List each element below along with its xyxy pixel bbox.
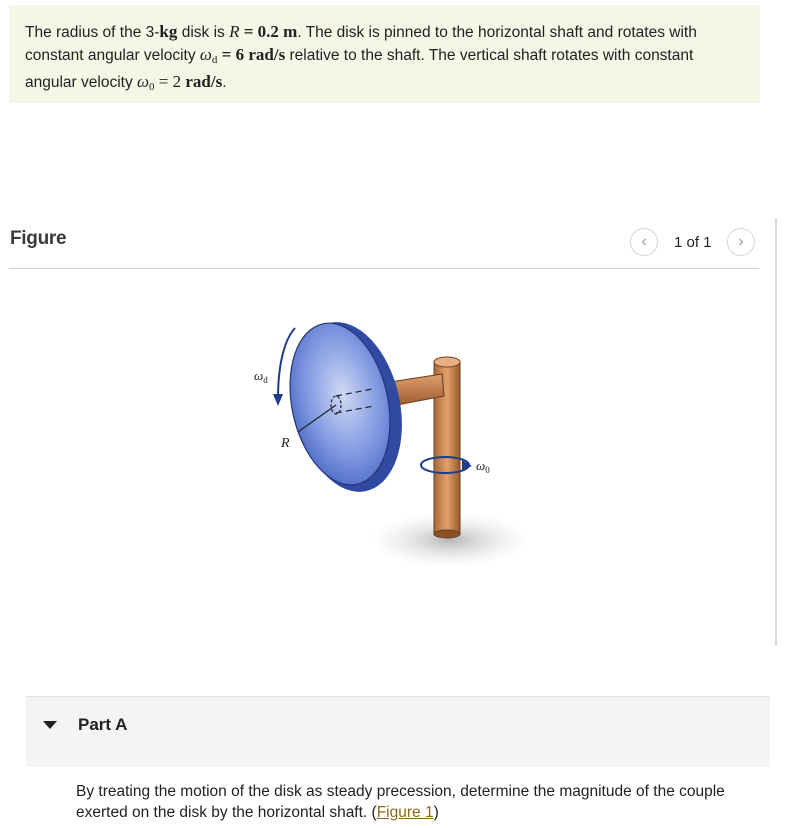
omega-d-value: = 6 rad/s bbox=[217, 45, 286, 64]
omega-0-symbol: ω bbox=[137, 72, 150, 91]
figure-header bbox=[9, 222, 759, 269]
chevron-right-icon: › bbox=[738, 233, 744, 250]
part-a-title: Part A bbox=[78, 715, 128, 734]
figure-page-count: 1 of 1 bbox=[674, 234, 712, 251]
figure-next-button[interactable] bbox=[727, 228, 755, 256]
part-a-question: By treating the motion of the disk as steady precession, determine the magnitude of the couple exerted on the disk by the horizontal shaft. (Figure 1) bbox=[76, 783, 725, 821]
problem-statement: The radius of the 3-kg disk is R = 0.2 m. The disk is pinned to the horizontal shaft and rotates with constant angular velocity $\omega_d = 6$ rad/s relative to the shaft. The vertical shaft rotates with constant angular velocity $\omega_0 = 2$ rad/s. bbox=[9, 5, 760, 103]
figure-link[interactable]: Figure 1 bbox=[376, 804, 434, 821]
part-a-header[interactable] bbox=[26, 697, 770, 767]
figure-title: Figure bbox=[10, 228, 67, 249]
panel-divider bbox=[775, 218, 777, 646]
omega-d-label: $\omega_d$ bbox=[254, 368, 268, 385]
omega-0-label: $\omega_0$ bbox=[476, 458, 490, 475]
mass-unit: kg bbox=[159, 22, 178, 41]
radius-symbol: R bbox=[229, 22, 240, 41]
caret-down-icon[interactable] bbox=[43, 721, 57, 729]
radius-label: R bbox=[281, 436, 290, 451]
radius-value: = 0.2 m bbox=[239, 22, 298, 41]
figure-illustration bbox=[240, 310, 540, 580]
omega-0-unit: rad/s bbox=[185, 72, 223, 91]
problem-text: The radius of the 3- bbox=[25, 24, 160, 41]
omega-d-symbol: ω bbox=[199, 45, 212, 64]
omega-0-value: = 2 bbox=[154, 72, 186, 91]
figure-prev-button[interactable] bbox=[630, 228, 658, 256]
chevron-left-icon: ‹ bbox=[641, 233, 647, 250]
question-text: By treating the motion of the disk as steady precession, determine the magnitude of the couple exerted on the disk by the horizontal shaft. ( bbox=[76, 783, 725, 821]
